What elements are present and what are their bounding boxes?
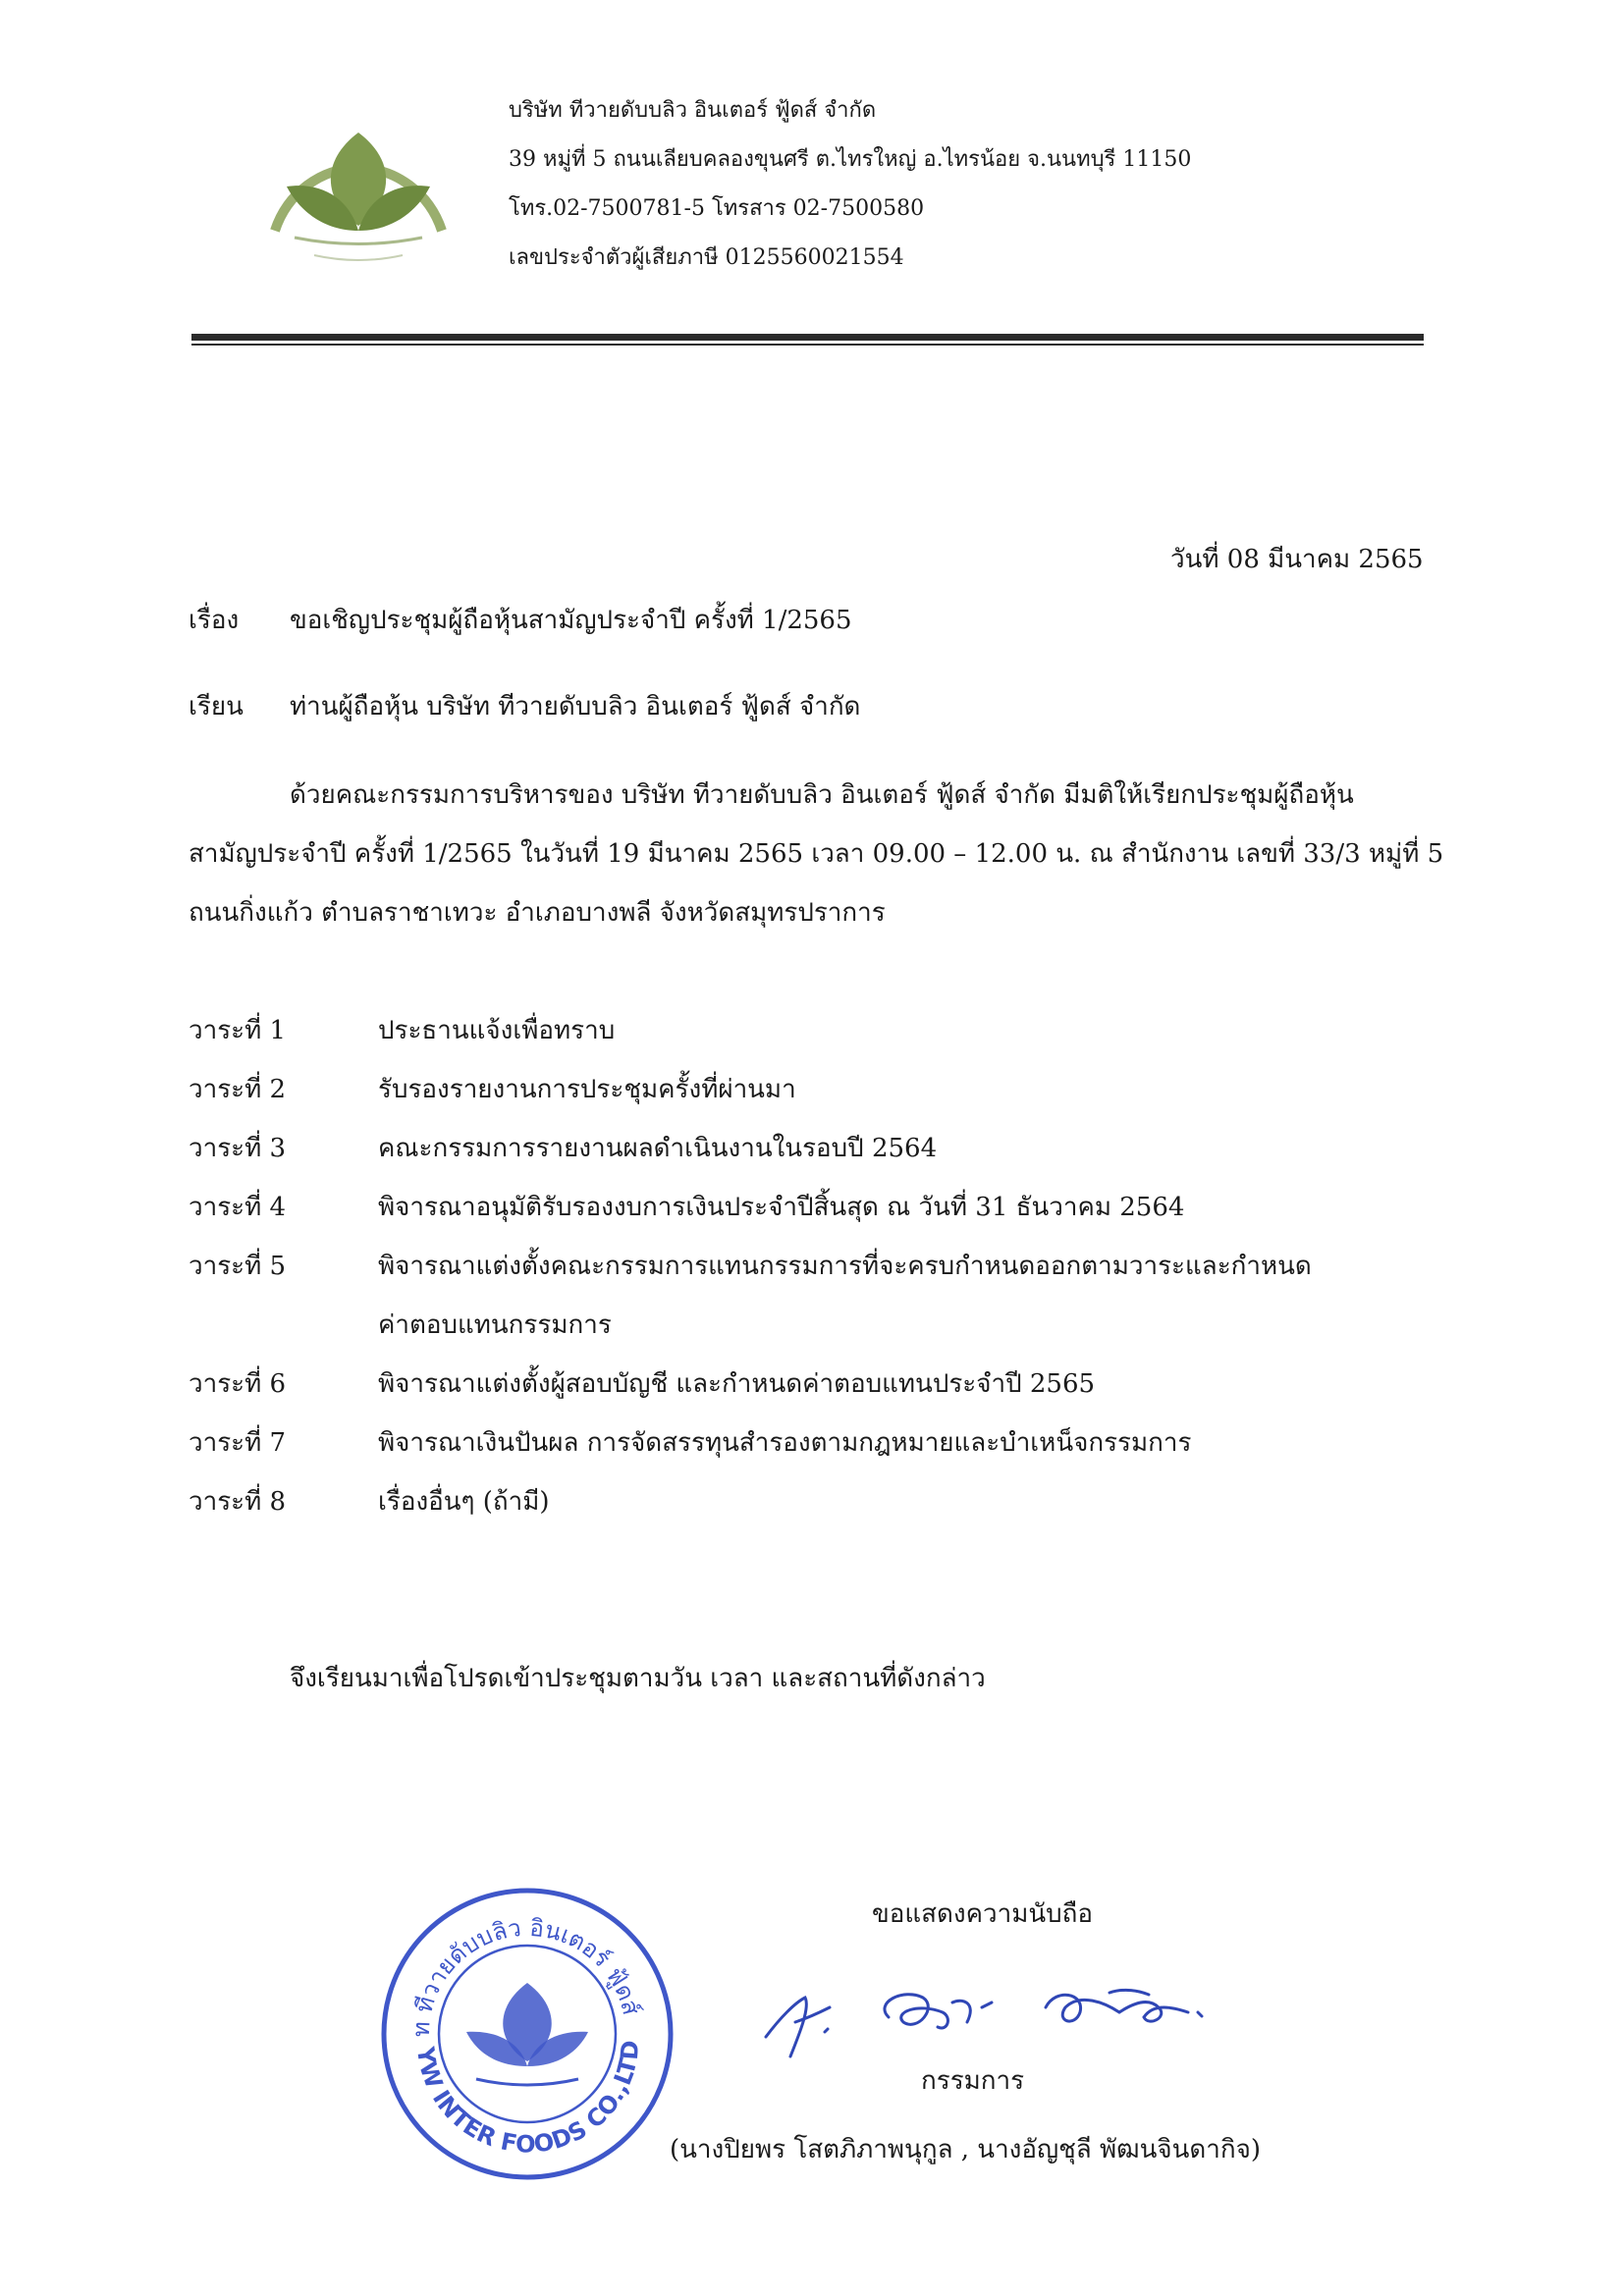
agenda-item: คณะกรรมการรายงานผลดำเนินงานในรอบปี 2564 — [378, 1134, 938, 1163]
header-divider-thin — [191, 344, 1424, 346]
agenda-item: เรื่องอื่นๆ (ถ้ามี) — [378, 1487, 550, 1517]
company-logo — [265, 108, 452, 275]
to-text: ท่านผู้ถือหุ้น บริษัท ทีวายดับบลิว อินเตอร์ ฟู้ดส์ จำกัด — [290, 692, 861, 721]
agenda-number: วาระที่ 2 — [189, 1075, 287, 1104]
leaf-logo-icon — [265, 108, 452, 275]
agenda-number: วาระที่ 4 — [189, 1193, 287, 1222]
handwritten-signature-icon — [756, 1963, 1267, 2071]
company-seal — [378, 1885, 677, 2184]
closing-line: จึงเรียนมาเพื่อโปรดเข้าประชุมตามวัน เวลา และสถานที่ดังกล่าว — [290, 1664, 986, 1693]
letter-date: วันที่ 08 มีนาคม 2565 — [1170, 545, 1424, 574]
agenda-item: พิจารณาแต่งตั้งคณะกรรมการแทนกรรมการที่จะครบกำหนดออกตามวาระและกำหนด — [378, 1252, 1312, 1281]
agenda-number: วาระที่ 1 — [189, 1016, 287, 1045]
to-label: เรียน — [189, 692, 244, 721]
agenda-item: ประธานแจ้งเพื่อทราบ — [378, 1016, 616, 1045]
body-line: ถนนกิ่งแก้ว ตำบลราชาเทวะ อำเภอบางพลี จังหวัดสมุทรปราการ — [189, 898, 886, 928]
seal-text-bottom: YW INTER FOODS CO.,LTD — [410, 2039, 645, 2159]
agenda-item: พิจารณาแต่งตั้งผู้สอบบัญชี และกำหนดค่าตอบแทนประจำปี 2565 — [378, 1369, 1096, 1399]
body-line: ด้วยคณะกรรมการบริหารของ บริษัท ทีวายดับบลิว อินเตอร์ ฟู้ดส์ จำกัด มีมติให้เรียกประชุมผู้ถือหุ้น — [290, 780, 1354, 810]
header-divider — [191, 334, 1424, 341]
agenda-item-continued: ค่าตอบแทนกรรมการ — [378, 1310, 612, 1340]
agenda-number: วาระที่ 3 — [189, 1134, 287, 1163]
body-line: สามัญประจำปี ครั้งที่ 1/2565 ในวันที่ 19 มีนาคม 2565 เวลา 09.00 – 12.00 น. ณ สำนักงาน เลขที่ 33/3 หมู่ที่ 5 — [189, 839, 1444, 869]
agenda-number: วาระที่ 6 — [189, 1369, 287, 1399]
agenda-item: รับรองรายงานการประชุมครั้งที่ผ่านมา — [378, 1075, 796, 1104]
company-name: บริษัท ทีวายดับบลิว อินเตอร์ ฟู้ดส์ จำกัด — [509, 98, 877, 123]
agenda-number: วาระที่ 8 — [189, 1487, 287, 1517]
signer-names: (นางปิยพร โสตภิภาพนุกูล , นางอัญชุลี พัฒนจินดากิจ) — [670, 2135, 1261, 2164]
subject-label: เรื่อง — [189, 606, 240, 635]
signature — [756, 1963, 1267, 2071]
company-seal-icon — [378, 1885, 677, 2184]
seal-text-top: ท ทีวายดับบลิว อินเตอร์ ฟู้ดส์ — [406, 1913, 645, 2038]
agenda-number: วาระที่ 5 — [189, 1252, 287, 1281]
agenda-number: วาระที่ 7 — [189, 1428, 287, 1458]
agenda-item: พิจารณาเงินปันผล การจัดสรรทุนสำรองตามกฎหมายและบำเหน็จกรรมการ — [378, 1428, 1192, 1458]
signer-title: กรรมการ — [921, 2066, 1025, 2096]
company-address: 39 หมู่ที่ 5 ถนนเลียบคลองขุนศรี ต.ไทรใหญ่ อ.ไทรน้อย จ.นนทบุรี 11150 — [509, 147, 1192, 172]
company-tax-id: เลขประจำตัวผู้เสียภาษี 0125560021554 — [509, 245, 904, 270]
regards-text: ขอแสดงความนับถือ — [872, 1899, 1093, 1929]
company-phone: โทร.02-7500781-5 โทรสาร 02-7500580 — [509, 196, 925, 221]
subject-text: ขอเชิญประชุมผู้ถือหุ้นสามัญประจำปี ครั้งที่ 1/2565 — [290, 606, 852, 635]
agenda-item: พิจารณาอนุมัติรับรองงบการเงินประจำปีสิ้นสุด ณ วันที่ 31 ธันวาคม 2564 — [378, 1193, 1185, 1222]
